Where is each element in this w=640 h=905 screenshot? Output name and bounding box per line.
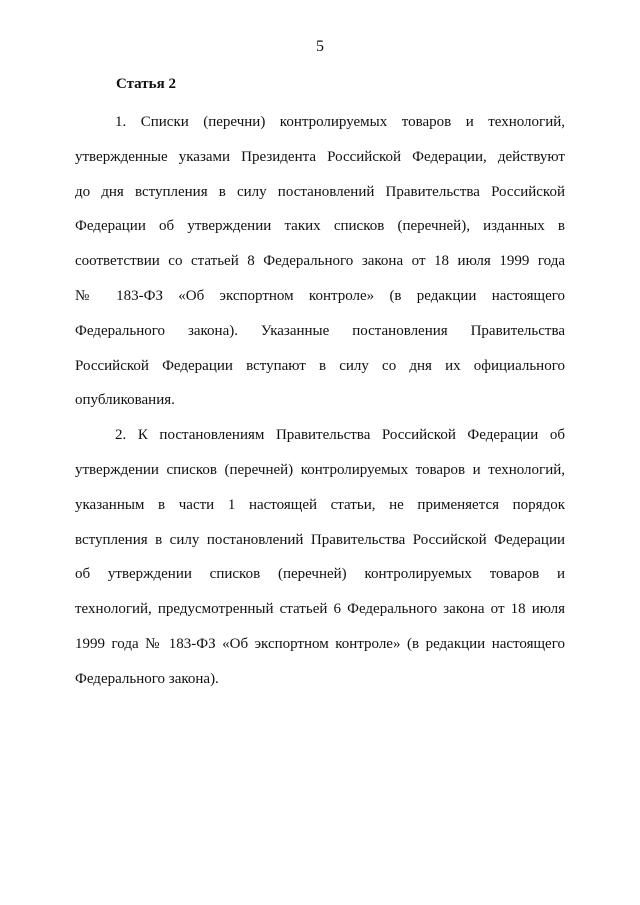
page-number: 5 [316,38,324,55]
paragraph-1 [75,105,565,418]
text-line: 1. Списки (перечни) контролируемых товаров и технологий, [115,114,565,130]
text-line: № 183-ФЗ «Об экспортном контроле» (в редакции настоящего [75,287,565,304]
text-line: утверждении списков (перечней) контролируемых товаров и технологий, [75,461,565,478]
text-line: Федерального закона). [75,670,219,687]
text-line: 2. К постановлениям Правительства Российской Федерации об [115,427,565,444]
article-body [75,105,565,697]
article-heading: Статья 2 [116,76,176,92]
text-line: Федерации об утверждении таких списков (перечней), изданных в [75,218,565,235]
text-line: утвержденные указами Президента Российской Федерации, действуют [75,148,565,165]
text-line: до дня вступления в силу постановлений Правительства Российской [75,183,565,200]
text-line: 1999 года № 183-ФЗ «Об экспортном контроле» (в редакции настоящего [75,635,565,652]
text-line: соответствии со статьей 8 Федерального закона от 18 июля 1999 года [75,253,565,270]
text-line: об утверждении списков (перечней) контролируемых товаров и [75,566,565,583]
text-line: технологий, предусмотренный статьей 6 Федерального закона от 18 июля [75,601,565,618]
text-line: Российской Федерации вступают в силу со дня их официального [75,357,565,374]
text-line: указанным в части 1 настоящей статьи, не применяется порядок [75,496,565,513]
text-line: вступления в силу постановлений Правительства Российской Федерации [75,531,565,548]
paragraph-2 [75,418,565,696]
text-line: опубликования. [75,392,175,409]
text-line: Федерального закона). Указанные постановления Правительства [75,322,565,339]
